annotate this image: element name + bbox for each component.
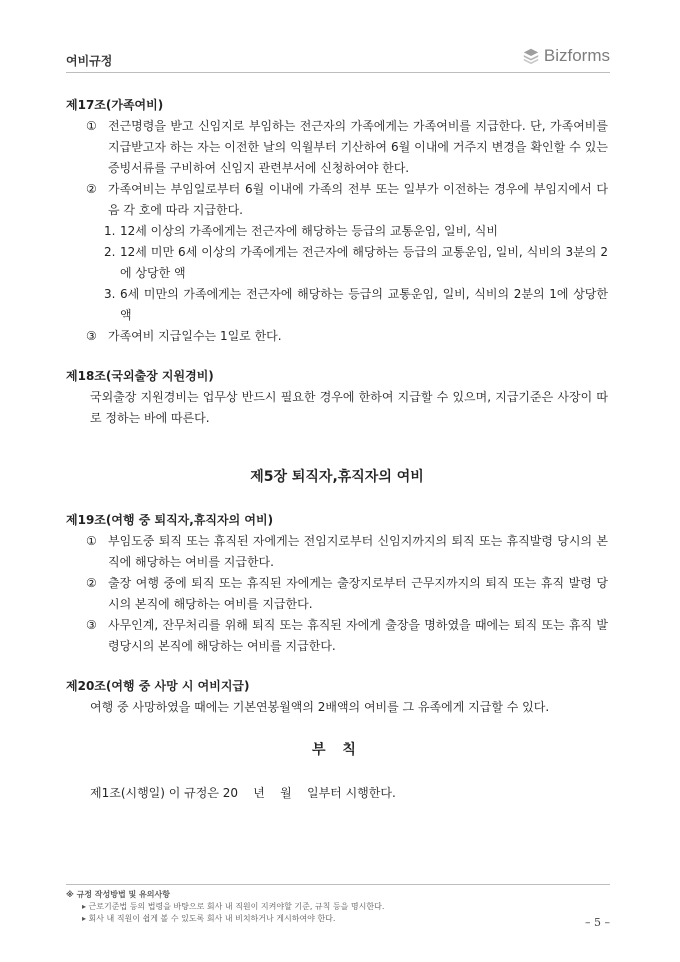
chapter-5-title: 제5장 퇴직자,휴직자의 여비: [250, 469, 424, 485]
article-18-title: 제18조(국외출장 지원경비): [66, 369, 214, 383]
article-17-paragraph-3: [86, 326, 608, 347]
item-marker: 2.: [104, 245, 116, 259]
bylaws-title: 부 칙: [312, 742, 362, 758]
article-18-text: 국외출장 지원경비는 업무상 반드시 필요한 경우에 한하여 지급할 수 있으며, 지급기준은 사장이 따로 정하는 바에 따른다.: [90, 390, 608, 425]
paragraph-marker: ③: [86, 329, 97, 343]
article-19-paragraph-1: [86, 531, 608, 573]
paragraph-marker: ①: [86, 119, 97, 133]
paragraph-text: 가족여비는 부임일로부터 6월 이내에 가족의 전부 또는 일부가 이전하는 경우에 부임지에서 다음 각 호에 따라 지급한다.: [108, 182, 608, 217]
paragraph-text: 출장 여행 중에 퇴직 또는 휴직된 자에게는 출장지로부터 근무지까지의 퇴직 또는 휴직 발령 당시의 본직에 해당하는 여비를 지급한다.: [108, 576, 608, 611]
item-text: 12세 이상의 가족에게는 전근자에 해당하는 등급의 교통운임, 일비, 식비: [120, 224, 498, 238]
article-17-paragraph-1: [86, 116, 608, 179]
article-17-item-1: [104, 221, 608, 242]
paragraph-marker: ③: [86, 618, 97, 632]
article-19-paragraph-3: [86, 615, 608, 657]
article-20-text: 여행 중 사망하였을 때에는 기본연봉월액의 2배액의 여비를 그 유족에게 지급할 수 있다.: [90, 700, 550, 714]
paragraph-text: 부임도중 퇴직 또는 휴직된 자에게는 전임지로부터 신임지까지의 퇴직 또는 휴직발령 당시의 본직에 해당하는 여비를 지급한다.: [108, 534, 608, 569]
paragraph-marker: ②: [86, 182, 97, 196]
paragraph-text: 전근명령을 받고 신임지로 부임하는 전근자의 가족에게는 가족여비를 지급한다. 단, 가족여비를 지급받고자 하는 자는 이전한 날의 익월부터 기산하여 6월 이내에 거주지 변경을 확인할 수 있는 증빙서류를 구비하여 신임지 관련부서에 신청하여야 한다.: [108, 119, 608, 175]
layers-icon: [522, 47, 540, 65]
paragraph-marker: ①: [86, 534, 97, 548]
item-text: 6세 미만의 가족에게는 전근자에 해당하는 등급의 교통운임, 일비, 식비의 2분의 1에 상당한 액: [120, 287, 608, 322]
brand-name: Bizforms: [543, 46, 610, 65]
paragraph-text: 가족여비 지급일수는 1일로 한다.: [108, 329, 282, 343]
article-19-title: 제19조(여행 중 퇴직자,휴직자의 여비): [66, 513, 274, 527]
paragraph-text: 사무인계, 잔무처리를 위해 퇴직 또는 휴직된 자에게 출장을 명하였을 때에는 퇴직 또는 휴직 발령당시의 본직에 해당하는 여비를 지급한다.: [108, 618, 608, 653]
article-17-item-3: [104, 284, 608, 326]
article-17-paragraph-2: [86, 179, 608, 221]
item-marker: 1.: [104, 224, 116, 238]
footer-notes: [66, 884, 610, 925]
item-marker: 3.: [104, 287, 116, 301]
article-17-item-2: [104, 242, 608, 284]
item-text: 12세 미만 6세 이상의 가족에게는 전근자에 해당하는 등급의 교통운임, 일비, 식비의 3분의 2에 상당한 액: [120, 245, 608, 280]
article-17-title: 제17조(가족여비): [66, 98, 164, 112]
document-title: 여비규정: [66, 54, 113, 68]
article-20-title: 제20조(여행 중 사망 시 여비지급): [66, 679, 250, 693]
article-19-paragraph-2: [86, 573, 608, 615]
page-number: – 5 –: [585, 916, 610, 929]
bylaws-text: 제1조(시행일) 이 규정은 20 년 월 일부터 시행한다.: [90, 786, 396, 800]
brand-logo: [522, 46, 610, 66]
paragraph-marker: ②: [86, 576, 97, 590]
footer-note: ▸ 근로기준법 등의 법령을 바탕으로 회사 내 직원이 지켜야할 기준, 규칙 등을 명시한다.: [82, 902, 385, 911]
document-body: [66, 95, 608, 804]
footer-note-title: ※ 규정 작성방법 및 유의사항: [66, 890, 170, 899]
footer-note: ▸ 회사 내 직원이 쉽게 볼 수 있도록 회사 내 비치하거나 게시하여야 한다.: [82, 914, 336, 923]
page-header: [66, 44, 610, 73]
